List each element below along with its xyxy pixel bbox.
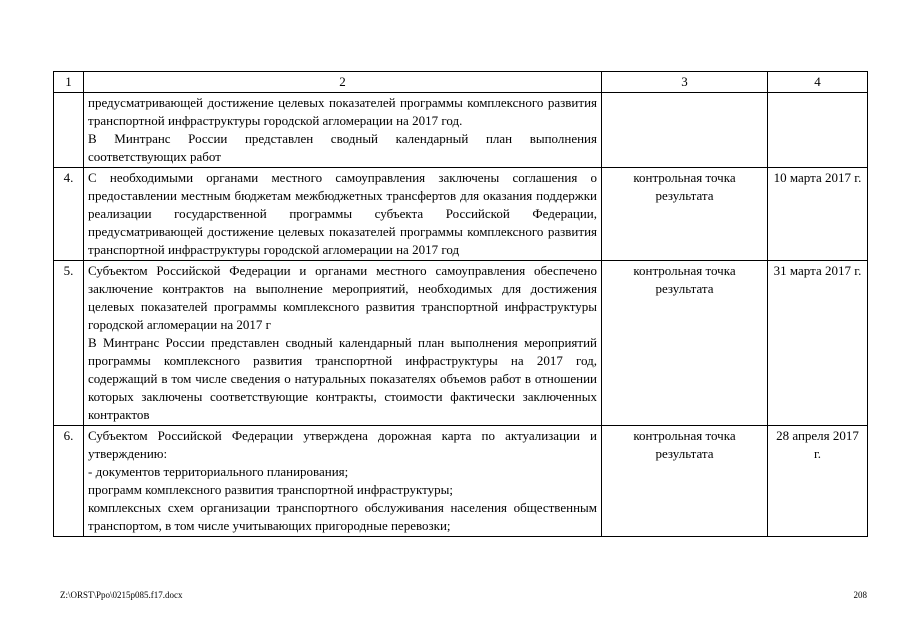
row-date: 10 марта 2017 г. <box>768 168 868 261</box>
row-description <box>84 261 602 426</box>
description-paragraph: Субъектом Российской Федерации и органами местного самоуправления обеспечено заключение контрактов на выполнение мероприятий, необходимых для достижения целевых показателей программы комплексного развития транспортной инфраструктуры городской агломерации на 2017 г <box>88 263 597 332</box>
header-col-1: 1 <box>54 72 84 93</box>
row-type: контрольная точка результата <box>602 426 768 537</box>
row-date: 28 апреля 2017 г. <box>768 426 868 537</box>
description-paragraph: комплексных схем организации транспортного обслуживания населения общественным транспортом, в том числе учитывающих пригородные перевозки; <box>88 500 597 533</box>
row-description <box>84 93 602 168</box>
row-number: 6. <box>54 426 84 537</box>
page-number: 208 <box>853 590 867 600</box>
row-description <box>84 168 602 261</box>
row-type: контрольная точка результата <box>602 261 768 426</box>
table-row <box>54 261 868 426</box>
header-col-2: 2 <box>84 72 602 93</box>
row-type <box>602 93 768 168</box>
file-path: Z:\ORST\Ppo\0215p085.f17.docx <box>60 590 183 600</box>
header-col-4: 4 <box>768 72 868 93</box>
description-paragraph: В Минтранс России представлен сводный календарный план выполнения мероприятий программы комплексного развития транспортной инфраструктуры на 2017 год, содержащий в том числе сведения о натуральных показателях объемов работ в отношении которых заключены соответствующие контракты, стоимости фактически заключенных контрактов <box>88 335 597 422</box>
plan-table <box>53 71 868 537</box>
header-col-3: 3 <box>602 72 768 93</box>
description-paragraph: С необходимыми органами местного самоуправления заключены соглашения о предоставлении местным бюджетам межбюджетных трансфертов для оказания поддержки реализации государственной программы субъекта Российской Федерации, предусматривающей достижение целевых показателей программы комплексного развития транспортной инфраструктуры городской агломерации на 2017 год <box>88 170 597 257</box>
table-row <box>54 168 868 261</box>
row-date: 31 марта 2017 г. <box>768 261 868 426</box>
row-number: 5. <box>54 261 84 426</box>
description-paragraph: - документов территориального планирования; <box>88 464 349 479</box>
row-date <box>768 93 868 168</box>
description-paragraph: программ комплексного развития транспортной инфраструктуры; <box>88 482 453 497</box>
description-paragraph: Субъектом Российской Федерации утверждена дорожная карта по актуализации и утверждению: <box>88 428 597 461</box>
table-header-row <box>54 72 868 93</box>
table-row <box>54 93 868 168</box>
table-row <box>54 426 868 537</box>
description-paragraph: предусматривающей достижение целевых показателей программы комплексного развития транспортной инфраструктуры городской агломерации на 2017 год. <box>88 95 597 128</box>
row-number: 4. <box>54 168 84 261</box>
row-description <box>84 426 602 537</box>
row-number <box>54 93 84 168</box>
row-type: контрольная точка результата <box>602 168 768 261</box>
description-paragraph: В Минтранс России представлен сводный календарный план выполнения соответствующих работ <box>88 131 597 164</box>
